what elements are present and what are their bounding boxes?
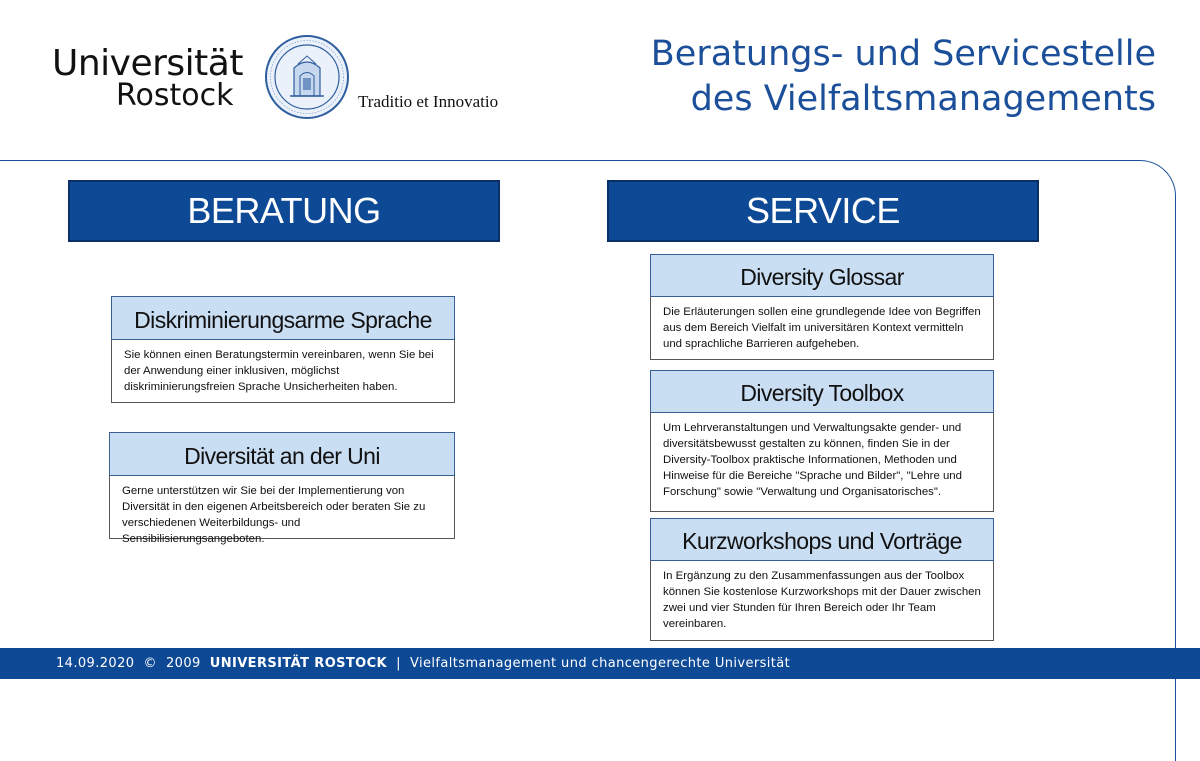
logo-rostock-name: Rostock (116, 78, 234, 113)
footer-separator: | (396, 656, 401, 671)
card-title: Kurzworkshops und Vorträge (650, 518, 994, 561)
service-header: SERVICE (607, 180, 1039, 242)
logo-university-name: Universität (52, 43, 243, 84)
page-title-line2: des Vielfaltsmanagements (690, 79, 1156, 119)
card-kurzworkshops-und-vortraege (650, 518, 994, 641)
card-diversity-toolbox (650, 370, 994, 512)
university-seal-icon (264, 34, 350, 120)
card-text: In Ergänzung zu den Zusammenfassungen aus der Toolbox können Sie kostenlose Kurzworkshops mit der Dauer zwischen zwei und vier Stunden für Ihren Bereich oder Ihr Team vereinbaren. (650, 561, 994, 641)
logo-motto: Traditio et Innovatio (358, 92, 499, 111)
card-title: Diskriminierungsarme Sprache (111, 296, 455, 340)
footer-bar (0, 648, 1200, 679)
card-diversitaet-an-der-uni (109, 432, 455, 545)
card-text: Die Erläuterungen sollen eine grundlegende Idee von Begriffen aus dem Bereich Vielfalt im universitären Kontext vermitteln und sprachliche Barrieren aufgeheben. (650, 297, 994, 360)
footer-university: UNIVERSITÄT ROSTOCK (209, 656, 388, 671)
card-text: Sie können einen Beratungstermin vereinbaren, wenn Sie bei der Anwendung einer inklusiven, möglichst diskriminierungsfreien Sprache Unsicherheiten haben. (111, 340, 455, 403)
card-text: Gerne unterstützen wir Sie bei der Implementierung von Diversität in den eigenen Arbeitsbereich oder beraten Sie zu verschiedenen Weiterbildungs- und Sensibilisierungsangeboten. (109, 476, 455, 539)
card-diversity-glossar (650, 254, 994, 360)
footer-copyright: © 2009 (143, 656, 201, 671)
page-title (651, 32, 1156, 122)
card-title: Diversity Glossar (650, 254, 994, 297)
page-title-line1: Beratungs- und Servicestelle (650, 34, 1156, 74)
card-text: Um Lehrveranstaltungen und Verwaltungsakte gender- und diversitätsbewusst gestalten zu können, finden Sie in der Diversity-Toolbox praktische Informationen, Methoden und Hinweise für die Bereiche "Sprache und Bilder", "Lehre und Forschung" sowie "Verwaltung und Organisatorisches". (650, 413, 994, 512)
card-title: Diversity Toolbox (650, 370, 994, 413)
footer-date: 14.09.2020 (56, 656, 135, 671)
card-diskriminierungsarme-sprache (111, 296, 455, 403)
footer-department: Vielfaltsmanagement und chancengerechte Universität (409, 656, 791, 671)
beratung-header: BERATUNG (68, 180, 500, 242)
card-title: Diversität an der Uni (109, 432, 455, 476)
